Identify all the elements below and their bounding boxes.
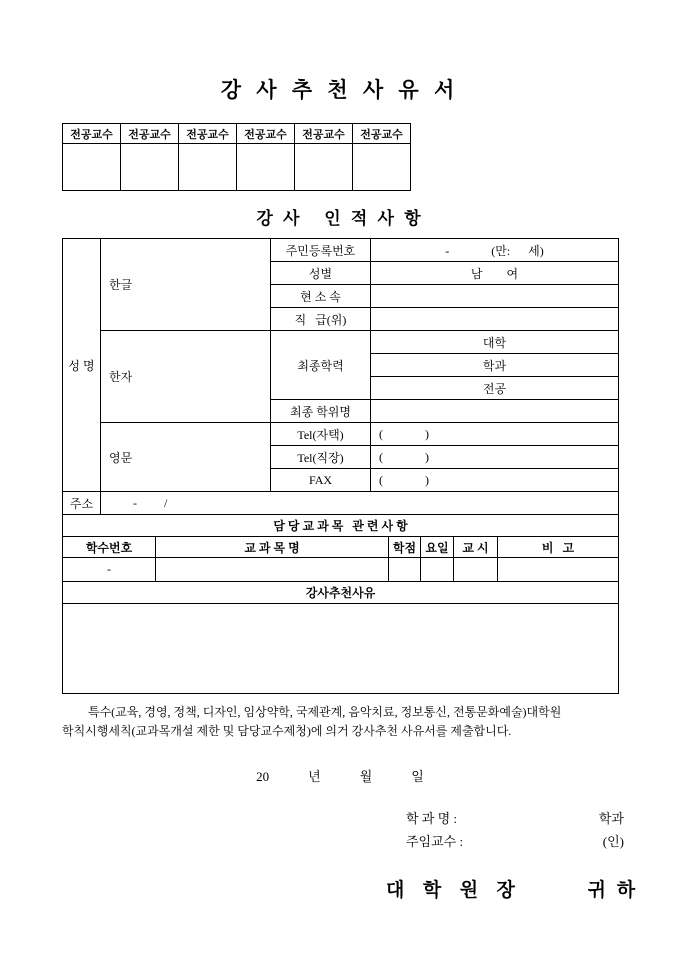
course-header-credit: 학점 xyxy=(389,537,421,558)
rrn-label: 주민등록번호 xyxy=(271,239,371,262)
gender-label: 성별 xyxy=(271,262,371,285)
education-univ-cell: 대학 xyxy=(371,331,619,354)
address-value: - / xyxy=(101,492,619,515)
position-value-cell xyxy=(371,308,619,331)
professor-signature-cell xyxy=(295,144,353,191)
course-note-cell xyxy=(498,558,619,582)
professor-signature-cell xyxy=(179,144,237,191)
personal-info-section-title: 강 사 인 적 사 항 xyxy=(256,209,424,228)
course-header-code: 학수번호 xyxy=(63,537,156,558)
fax-value: ( ) xyxy=(371,469,619,492)
course-name-cell xyxy=(156,558,389,582)
reason-body-row xyxy=(63,604,619,694)
advisor-label: 주임교수 : xyxy=(406,834,464,849)
course-header-day: 요일 xyxy=(421,537,454,558)
tel-home-row xyxy=(63,423,619,446)
professor-signature-cell xyxy=(121,144,179,191)
course-header-row xyxy=(63,537,619,558)
affiliation-label: 현 소 속 xyxy=(271,285,371,308)
signature-block xyxy=(406,806,624,852)
department-label: 학 과 명 : xyxy=(406,811,458,826)
course-section-title-row xyxy=(63,515,619,537)
course-data-row xyxy=(63,558,619,582)
rrn-value: - (만: 세) xyxy=(371,239,619,262)
degree-value-cell xyxy=(371,400,619,423)
course-day-cell xyxy=(421,558,454,582)
notice-line-1: 특수(교육, 경영, 정책, 디자인, 임상약학, 국제관계, 음악치료, 정보통신, 전통문화예술)대학원 xyxy=(88,705,562,719)
professor-approval-table xyxy=(62,123,411,191)
name-hanja-label: 한자 xyxy=(101,331,271,423)
course-credit-cell xyxy=(389,558,421,582)
tel-home-label: Tel(자택) xyxy=(271,423,371,446)
notice-paragraph xyxy=(62,703,618,741)
professor-signature-cell xyxy=(63,144,121,191)
gender-value: 남 여 xyxy=(371,262,619,285)
course-header-name: 교 과 목 명 xyxy=(156,537,389,558)
course-code-cell: - xyxy=(63,558,156,582)
tel-home-value: ( ) xyxy=(371,423,619,446)
course-header-period: 교 시 xyxy=(454,537,498,558)
tel-work-label: Tel(직장) xyxy=(271,446,371,469)
affiliation-value-cell xyxy=(371,285,619,308)
date-line: 20 년 월 일 xyxy=(256,769,424,784)
department-row xyxy=(406,806,624,829)
position-label: 직 급(위) xyxy=(271,308,371,331)
professor-header: 전공교수 xyxy=(121,124,179,144)
personal-info-table xyxy=(62,238,619,515)
reason-section-title: 강사추천사유 xyxy=(63,582,619,604)
name-hangul-label: 한글 xyxy=(101,239,271,331)
address-label: 주소 xyxy=(63,492,101,515)
reason-table xyxy=(62,581,619,694)
education-univ-row xyxy=(63,331,619,354)
name-english-label: 영문 xyxy=(101,423,271,492)
reason-body-cell xyxy=(63,604,619,694)
degree-label: 최종 학위명 xyxy=(271,400,371,423)
professor-header: 전공교수 xyxy=(237,124,295,144)
advisor-row xyxy=(406,829,624,852)
rrn-row xyxy=(63,239,619,262)
advisor-value: (인) xyxy=(602,834,624,849)
professor-header: 전공교수 xyxy=(63,124,121,144)
education-label: 최종학력 xyxy=(271,331,371,400)
professor-signature-cell xyxy=(237,144,295,191)
address-row xyxy=(63,492,619,515)
course-table xyxy=(62,514,619,582)
recipient-line: 대 학 원 장 귀 하 xyxy=(386,880,639,901)
document-title: 강 사 추 천 사 유 서 xyxy=(220,78,460,102)
notice-line-2: 학칙시행세칙(교과목개설 제한 및 담당교수제청)에 의거 강사추천 사유서를 제출합니다. xyxy=(62,724,512,738)
fax-label: FAX xyxy=(271,469,371,492)
professor-header: 전공교수 xyxy=(179,124,237,144)
education-major-cell: 전공 xyxy=(371,377,619,400)
professor-signature-cell xyxy=(353,144,411,191)
course-header-note: 비 고 xyxy=(498,537,619,558)
name-label: 성 명 xyxy=(63,239,101,492)
professor-header: 전공교수 xyxy=(353,124,411,144)
course-period-cell xyxy=(454,558,498,582)
professor-header: 전공교수 xyxy=(295,124,353,144)
tel-work-value: ( ) xyxy=(371,446,619,469)
department-value: 학과 xyxy=(598,811,624,826)
professor-signature-row xyxy=(63,144,411,191)
reason-title-row xyxy=(63,582,619,604)
professor-header-row xyxy=(63,124,411,144)
education-dept-cell: 학과 xyxy=(371,354,619,377)
course-section-title: 담 당 교 과 목 관 련 사 항 xyxy=(63,515,619,537)
